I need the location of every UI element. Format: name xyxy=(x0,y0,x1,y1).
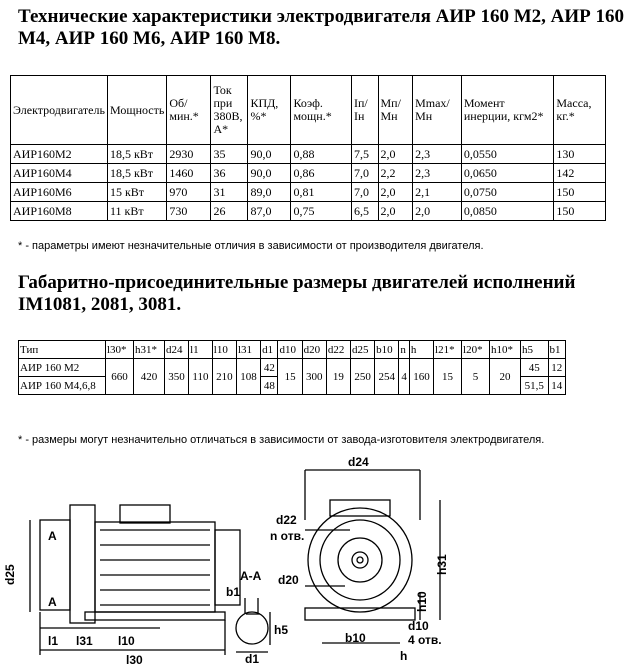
cell: 142 xyxy=(554,164,606,183)
cell: 2930 xyxy=(167,145,211,164)
cell: 0,86 xyxy=(291,164,352,183)
col-d1: d1 xyxy=(261,341,278,359)
cell: 90,0 xyxy=(248,145,291,164)
specs-footnote: * - параметры имеют незначительные отличия в зависимости от производителя двигателя. xyxy=(18,240,484,252)
cell: 4 xyxy=(399,359,410,395)
cell: 90,0 xyxy=(248,164,291,183)
label-n-holes: n отв. xyxy=(270,529,305,543)
col-efficiency: КПД, %* xyxy=(248,76,291,145)
col-l30: l30* xyxy=(106,341,134,359)
cell: 7,0 xyxy=(352,183,379,202)
cell: 6,5 xyxy=(352,202,379,221)
col-l31: l31 xyxy=(236,341,260,359)
col-d25: d25 xyxy=(351,341,375,359)
label-section-a-top: А xyxy=(48,529,57,543)
cell: 36 xyxy=(211,164,248,183)
label-l31: l31 xyxy=(76,634,93,648)
cell: 0,88 xyxy=(291,145,352,164)
cell: 130 xyxy=(554,145,606,164)
col-d22: d22 xyxy=(326,341,350,359)
shaft-circle xyxy=(352,552,368,568)
label-d10: d10 xyxy=(408,619,429,633)
label-l30: l30 xyxy=(126,653,143,667)
label-d22: d22 xyxy=(276,513,297,527)
col-power: Мощность xyxy=(107,76,166,145)
cell: АИР160М2 xyxy=(11,145,108,164)
label-d1: d1 xyxy=(245,652,260,666)
cell: 87,0 xyxy=(248,202,291,221)
cell: 15 кВт xyxy=(107,183,166,202)
col-rpm: Об/мин.* xyxy=(167,76,211,145)
col-l21: l21* xyxy=(434,341,462,359)
cell: 150 xyxy=(554,183,606,202)
label-h10: h10 xyxy=(415,591,429,612)
col-mass: Масса, кг.* xyxy=(554,76,606,145)
drawing-shape xyxy=(85,612,225,620)
cell: 350 xyxy=(164,359,188,395)
shaft-circle xyxy=(357,557,363,563)
cell: 7,5 xyxy=(352,145,379,164)
dimensions-footnote: * - размеры могут незначительно отличаться в зависимости от завода-изготовителя электродвигателя. xyxy=(18,434,545,446)
cell: АИР160М8 xyxy=(11,202,108,221)
col-b1: b1 xyxy=(548,341,565,359)
label-b10: b10 xyxy=(345,631,366,645)
label-h: h xyxy=(400,649,408,663)
cell: 2,0 xyxy=(378,145,413,164)
cell: 0,0650 xyxy=(461,164,554,183)
label-b1: b1 xyxy=(226,585,241,599)
cell: 210 xyxy=(212,359,236,395)
col-h5: h5 xyxy=(520,341,548,359)
cell: 300 xyxy=(302,359,326,395)
label-l10: l10 xyxy=(118,634,135,648)
cell: 254 xyxy=(375,359,399,395)
flange-circle xyxy=(320,520,400,600)
col-d10: d10 xyxy=(278,341,302,359)
cell: 150 xyxy=(554,202,606,221)
cell: 15 xyxy=(434,359,462,395)
cell: 250 xyxy=(351,359,375,395)
cell: 51,5 xyxy=(520,377,548,395)
cell: 110 xyxy=(189,359,213,395)
col-ip-in: Iп/ Iн xyxy=(352,76,379,145)
cell: 2,0 xyxy=(378,202,413,221)
cell: 970 xyxy=(167,183,211,202)
cell: 35 xyxy=(211,145,248,164)
label-d20: d20 xyxy=(278,573,299,587)
drawing-shape xyxy=(120,505,170,523)
cell: 0,0750 xyxy=(461,183,554,202)
cell: АИР 160 М2 xyxy=(19,359,106,377)
page-title: Технические характеристики электродвигателя АИР 160 М2, АИР 160 М4, АИР 160 М6, АИР 160 М8. xyxy=(18,6,624,49)
cell: 48 xyxy=(261,377,278,395)
cell: 18,5 кВт xyxy=(107,164,166,183)
drawing-shape xyxy=(305,608,415,620)
label-h31: h31 xyxy=(435,554,449,575)
col-power-factor: Коэф. мощн.* xyxy=(291,76,352,145)
cell: 2,0 xyxy=(413,202,462,221)
col-d20: d20 xyxy=(302,341,326,359)
cell: 31 xyxy=(211,183,248,202)
cell: 2,0 xyxy=(378,183,413,202)
flange-circle xyxy=(308,508,412,612)
cell: 45 xyxy=(520,359,548,377)
cell: 14 xyxy=(548,377,565,395)
col-l10: l10 xyxy=(212,341,236,359)
cell: АИР 160 М4,6,8 xyxy=(19,377,106,395)
col-h10: h10* xyxy=(489,341,520,359)
cell: 730 xyxy=(167,202,211,221)
cell: 42 xyxy=(261,359,278,377)
cell: 0,81 xyxy=(291,183,352,202)
section-title: Габаритно-присоединительные размеры двигателей исполнений IM1081, 2081, 3081. xyxy=(18,272,576,315)
drawing-shape xyxy=(70,505,95,623)
col-h: h xyxy=(409,341,433,359)
cell: 0,0850 xyxy=(461,202,554,221)
col-mp-mn: Мп/Мн xyxy=(378,76,413,145)
cell: 420 xyxy=(133,359,164,395)
cell: 5 xyxy=(462,359,490,395)
col-d24: d24 xyxy=(164,341,188,359)
label-l1: l1 xyxy=(48,634,59,648)
col-l1: l1 xyxy=(189,341,213,359)
cell: 2,2 xyxy=(378,164,413,183)
cell: 18,5 кВт xyxy=(107,145,166,164)
label-d25: d25 xyxy=(3,564,17,585)
cell: АИР160М4 xyxy=(11,164,108,183)
cell: 7,0 xyxy=(352,164,379,183)
label-h5: h5 xyxy=(274,623,289,637)
cell: 1460 xyxy=(167,164,211,183)
col-type: Тип xyxy=(19,341,106,359)
shaft-section xyxy=(236,612,268,644)
label-d24: d24 xyxy=(348,455,369,469)
cell: 160 xyxy=(409,359,433,395)
col-mmax-mn: Mmax/Мн xyxy=(413,76,462,145)
col-n: n xyxy=(399,341,410,359)
cell: 20 xyxy=(489,359,520,395)
cell: 108 xyxy=(236,359,260,395)
cell: 2,1 xyxy=(413,183,462,202)
cell: 11 кВт xyxy=(107,202,166,221)
col-inertia: Момент инерции, кгм2* xyxy=(461,76,554,145)
cell: 2,3 xyxy=(413,164,462,183)
label-four-holes: 4 отв. xyxy=(408,633,442,647)
drawing-shape xyxy=(95,522,215,612)
cell: 0,0550 xyxy=(461,145,554,164)
cell: 12 xyxy=(548,359,565,377)
col-h31: h31* xyxy=(133,341,164,359)
cell: АИР160М6 xyxy=(11,183,108,202)
col-l20: l20* xyxy=(462,341,490,359)
label-section-a-bottom: А xyxy=(48,595,57,609)
cell: 2,3 xyxy=(413,145,462,164)
label-section-aa: А-А xyxy=(240,569,262,583)
flange-circle xyxy=(338,538,382,582)
cell: 19 xyxy=(326,359,350,395)
cell: 0,75 xyxy=(291,202,352,221)
cell: 660 xyxy=(106,359,134,395)
cell: 26 xyxy=(211,202,248,221)
cell: 15 xyxy=(278,359,302,395)
cell: 89,0 xyxy=(248,183,291,202)
col-b10: b10 xyxy=(375,341,399,359)
col-motor: Электродвигатель xyxy=(11,76,108,145)
col-current: Ток при 380В, А* xyxy=(211,76,248,145)
